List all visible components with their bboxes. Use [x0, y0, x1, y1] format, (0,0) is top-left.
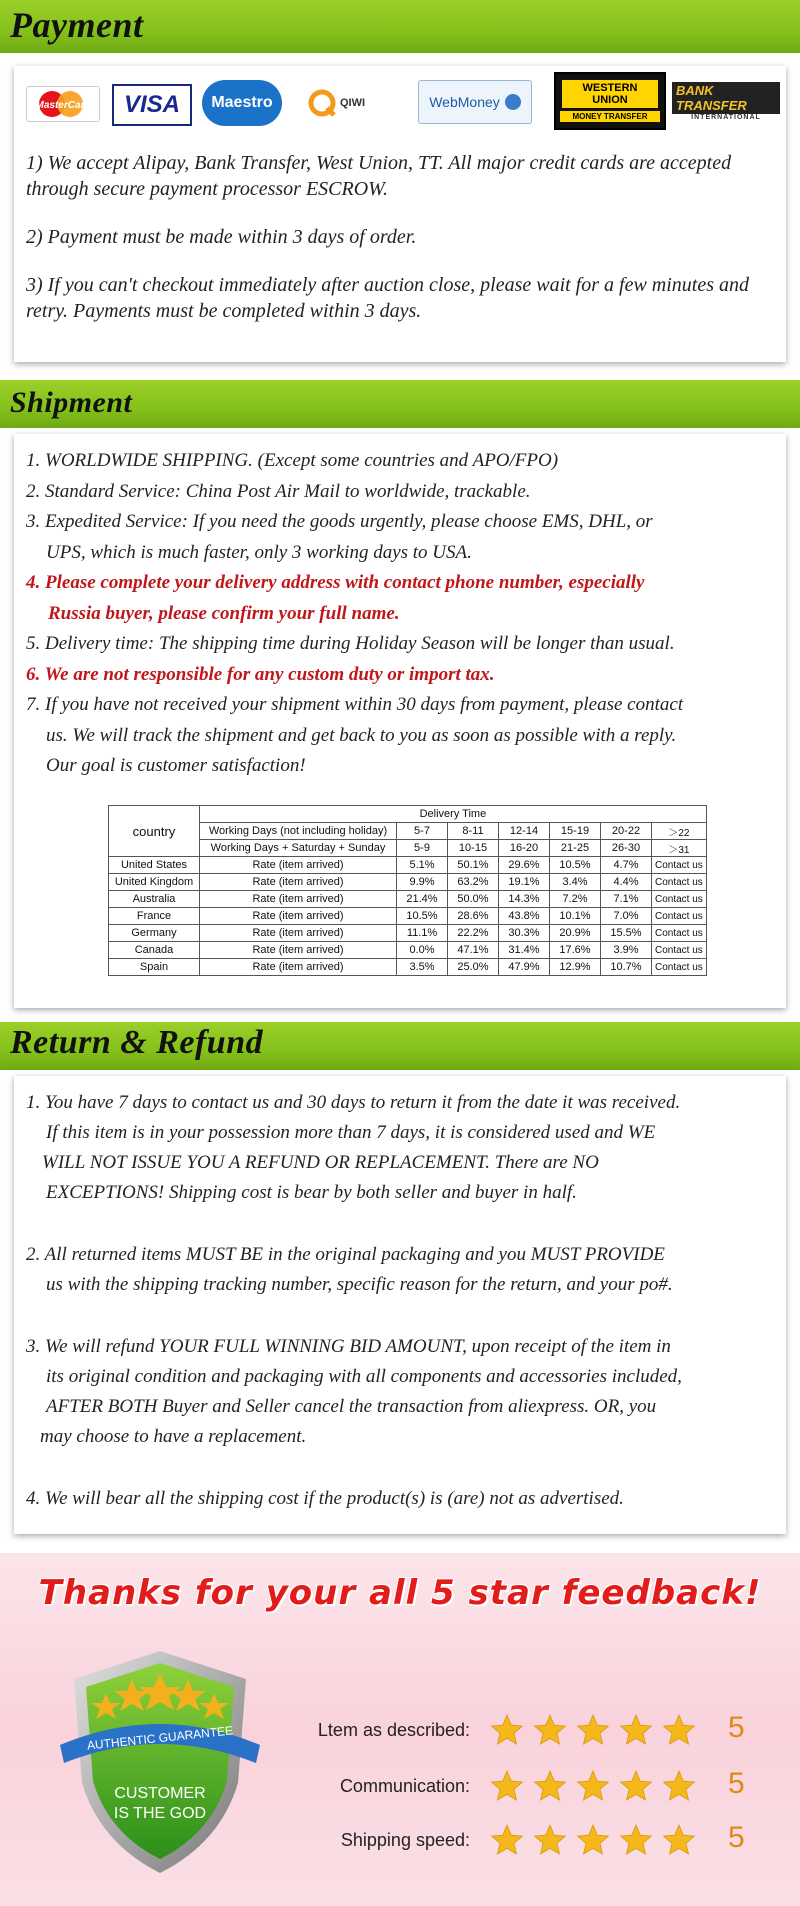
table-cell: 47.1%	[448, 942, 499, 959]
table-cell-rate-label: Rate (item arrived)	[200, 891, 397, 908]
table-cell: 20-22	[601, 823, 652, 840]
star-icon	[533, 1713, 567, 1747]
payment-item-3: 3) If you can't checkout immediately after auction close, please wait for a few minutes and retry. Payments must be completed within 3 days.	[26, 274, 750, 322]
refund-item-1: 1. You have 7 days to contact us and 30 days to return it from the date it was received.	[26, 1092, 681, 1113]
guarantee-badge	[60, 1633, 260, 1883]
star-rating-shipping-speed	[490, 1823, 696, 1857]
shipment-item-4-cont: Russia buyer, please confirm your full name.	[48, 602, 400, 624]
table-cell: 21-25	[550, 840, 601, 857]
table-cell: 21.4%	[397, 891, 448, 908]
rating-label-communication: Communication:	[339, 1776, 470, 1796]
payment-title: Payment	[10, 5, 144, 45]
table-cell-rate-label: Rate (item arrived)	[200, 874, 397, 891]
star-icon	[533, 1823, 567, 1857]
table-cell: 63.2%	[448, 874, 499, 891]
table-cell: Contact us	[652, 874, 707, 891]
table-cell: 30.3%	[499, 925, 550, 942]
table-cell: 20.9%	[550, 925, 601, 942]
table-cell: 10.5%	[550, 857, 601, 874]
webmoney-globe-icon	[505, 94, 521, 110]
table-cell: 9.9%	[397, 874, 448, 891]
payment-logos	[14, 76, 786, 132]
payment-item-2: 2) Payment must be made within 3 days of order.	[26, 226, 417, 248]
table-cell-country: Germany	[109, 925, 200, 942]
table-cell: 3.5%	[397, 959, 448, 976]
table-cell: 31.4%	[499, 942, 550, 959]
table-cell: 0.0%	[397, 942, 448, 959]
table-cell: 47.9%	[499, 959, 550, 976]
table-cell: 15-19	[550, 823, 601, 840]
table-row	[109, 908, 707, 925]
shipment-item-4: 4. Please complete your delivery address with contact phone number, especially	[26, 572, 645, 593]
table-row	[109, 942, 707, 959]
table-cell: 29.6%	[499, 857, 550, 874]
refund-item-2-line2: us with the shipping tracking number, specific reason for the return, and your po#.	[46, 1274, 673, 1295]
payment-item-1: 1) We accept Alipay, Bank Transfer, West Union, TT. All major credit cards are accepted through secure payment processor ESCROW.	[26, 152, 732, 200]
shipment-list	[26, 446, 786, 782]
table-cell: 26-30	[601, 840, 652, 857]
rating-score-shipping-speed: 5	[728, 1821, 745, 1854]
shipment-item-3: 3. Expedited Service: If you need the goods urgently, please choose EMS, DHL, or	[26, 511, 653, 532]
table-cell: 15.5%	[601, 925, 652, 942]
refund-item-1-line4: EXCEPTIONS! Shipping cost is bear by both seller and buyer in half.	[46, 1182, 577, 1203]
svg-text:MasterCard: MasterCard	[35, 100, 91, 111]
table-cell: 7.1%	[601, 891, 652, 908]
table-cell: 5.1%	[397, 857, 448, 874]
star-rating-communication	[490, 1769, 696, 1803]
star-icon	[619, 1713, 653, 1747]
table-delivery-time-header: Delivery Time	[200, 806, 707, 823]
refund-item-2: 2. All returned items MUST BE in the original packaging and you MUST PROVIDE	[26, 1244, 665, 1265]
table-cell: 43.8%	[499, 908, 550, 925]
table-cell: 8-11	[448, 823, 499, 840]
table-row	[109, 959, 707, 976]
refund-title: Return & Refund	[10, 1024, 264, 1061]
maestro-logo: Maestro	[202, 80, 282, 126]
table-cell: 3.4%	[550, 874, 601, 891]
table-cell-rate-label: Rate (item arrived)	[200, 908, 397, 925]
refund-item-1-line2: If this item is in your possession more than 7 days, it is considered used and WE	[46, 1122, 656, 1143]
table-cell-country: Spain	[109, 959, 200, 976]
star-icon	[619, 1769, 653, 1803]
star-icon	[576, 1823, 610, 1857]
qiwi-logo: QIWI	[296, 86, 376, 120]
webmoney-logo: WebMoney	[418, 80, 532, 124]
table-cell-country: France	[109, 908, 200, 925]
refund-item-4: 4. We will bear all the shipping cost if the product(s) is (are) not as advertised.	[26, 1488, 624, 1509]
table-cell: 10-15	[448, 840, 499, 857]
rating-score-communication: 5	[728, 1767, 745, 1800]
shipment-header	[0, 380, 800, 428]
refund-item-3-line3: AFTER BOTH Buyer and Seller cancel the transaction from aliexpress. OR, you	[46, 1396, 657, 1417]
bank-transfer-logo: BANK TRANSFER INTERNATIONAL	[672, 80, 780, 122]
refund-item-3-line2: its original condition and packaging with all components and accessories included,	[46, 1366, 682, 1387]
table-cell: 50.1%	[448, 857, 499, 874]
star-icon	[490, 1823, 524, 1857]
table-row	[109, 925, 707, 942]
table-cell: 28.6%	[448, 908, 499, 925]
table-cell: 50.0%	[448, 891, 499, 908]
table-cell: 7.2%	[550, 891, 601, 908]
table-cell: 7.0%	[601, 908, 652, 925]
shipment-item-3-cont: UPS, which is much faster, only 3 working days to USA.	[46, 541, 472, 563]
table-cell: 19.1%	[499, 874, 550, 891]
payment-header	[0, 0, 800, 53]
table-cell-rate-label: Rate (item arrived)	[200, 942, 397, 959]
payment-text	[26, 150, 766, 324]
refund-item-3: 3. We will refund YOUR FULL WINNING BID AMOUNT, upon receipt of the item in	[26, 1336, 671, 1357]
table-row-label: Working Days (not including holiday)	[200, 823, 397, 840]
rating-label-item-described: Ltem as described:	[317, 1720, 470, 1740]
star-icon	[619, 1823, 653, 1857]
rating-label-shipping-speed: Shipping speed:	[340, 1830, 470, 1850]
table-cell: 10.5%	[397, 908, 448, 925]
star-icon	[533, 1769, 567, 1803]
table-cell: 10.7%	[601, 959, 652, 976]
table-cell: Contact us	[652, 857, 707, 874]
table-row	[109, 891, 707, 908]
refund-item-3-line4: may choose to have a replacement.	[40, 1426, 307, 1447]
star-icon	[662, 1823, 696, 1857]
table-cell-country: United States	[109, 857, 200, 874]
shipment-item-7-cont: us. We will track the shipment and get back to you as soon as possible with a reply.	[46, 724, 677, 746]
table-cell-country: United Kingdom	[109, 874, 200, 891]
refund-list	[26, 1088, 786, 1514]
mastercard-logo	[26, 86, 100, 122]
star-rating-item-described	[490, 1713, 696, 1747]
table-cell: 5-9	[397, 840, 448, 857]
delivery-time-table	[108, 805, 707, 976]
table-cell: 5-7	[397, 823, 448, 840]
star-icon	[576, 1769, 610, 1803]
table-country-header: country	[109, 806, 200, 857]
star-icon	[490, 1713, 524, 1747]
table-cell: 4.4%	[601, 874, 652, 891]
star-icon	[576, 1713, 610, 1747]
table-cell: Contact us	[652, 891, 707, 908]
table-cell: 10.1%	[550, 908, 601, 925]
badge-sub-text: IS THE GOD	[113, 1805, 207, 1822]
table-cell: 12-14	[499, 823, 550, 840]
table-cell-country: Australia	[109, 891, 200, 908]
table-cell: ＞31	[652, 840, 707, 857]
table-cell: Contact us	[652, 925, 707, 942]
star-icon	[662, 1713, 696, 1747]
table-cell: 25.0%	[448, 959, 499, 976]
shipment-item-7-end: Our goal is customer satisfaction!	[46, 755, 306, 776]
shipment-item-1: 1. WORLDWIDE SHIPPING. (Except some countries and APO/FPO)	[26, 450, 559, 471]
table-cell: 22.2%	[448, 925, 499, 942]
table-row-label: Working Days + Saturday + Sunday	[200, 840, 397, 857]
shipment-item-6: 6. We are not responsible for any custom duty or import tax.	[26, 663, 495, 685]
table-cell: Contact us	[652, 942, 707, 959]
badge-top-text: AUTHENTIC GUARANTEE	[86, 1723, 234, 1753]
refund-header	[0, 1022, 800, 1070]
table-cell-rate-label: Rate (item arrived)	[200, 925, 397, 942]
table-cell: 16-20	[499, 840, 550, 857]
feedback-section	[0, 1553, 800, 1906]
visa-logo: VISA	[112, 84, 192, 126]
table-cell: 14.3%	[499, 891, 550, 908]
badge-main-text: CUSTOMER	[114, 1785, 206, 1802]
table-cell: 12.9%	[550, 959, 601, 976]
table-cell: Contact us	[652, 959, 707, 976]
star-icon	[490, 1769, 524, 1803]
table-cell-rate-label: Rate (item arrived)	[200, 959, 397, 976]
table-cell: 11.1%	[397, 925, 448, 942]
shipment-item-5: 5. Delivery time: The shipping time during Holiday Season will be longer than usual.	[26, 633, 675, 654]
table-cell: Contact us	[652, 908, 707, 925]
refund-item-1-line3: WILL NOT ISSUE YOU A REFUND OR REPLACEMENT. There are NO	[42, 1152, 599, 1173]
table-cell: 3.9%	[601, 942, 652, 959]
shipment-title: Shipment	[10, 386, 133, 419]
table-cell: ＞22	[652, 823, 707, 840]
feedback-headline: Thanks for your all 5 star feedback!	[38, 1573, 762, 1613]
rating-score-item-described: 5	[728, 1711, 745, 1744]
table-cell-country: Canada	[109, 942, 200, 959]
table-cell: 4.7%	[601, 857, 652, 874]
star-icon	[662, 1769, 696, 1803]
table-cell-rate-label: Rate (item arrived)	[200, 857, 397, 874]
shipment-item-2: 2. Standard Service: China Post Air Mail to worldwide, trackable.	[26, 480, 531, 502]
table-row	[109, 874, 707, 891]
shipment-item-7: 7. If you have not received your shipment within 30 days from payment, please contact	[26, 694, 684, 715]
western-union-logo: WESTERN UNION MONEY TRANSFER	[554, 72, 666, 130]
table-row	[109, 857, 707, 874]
table-cell: 17.6%	[550, 942, 601, 959]
